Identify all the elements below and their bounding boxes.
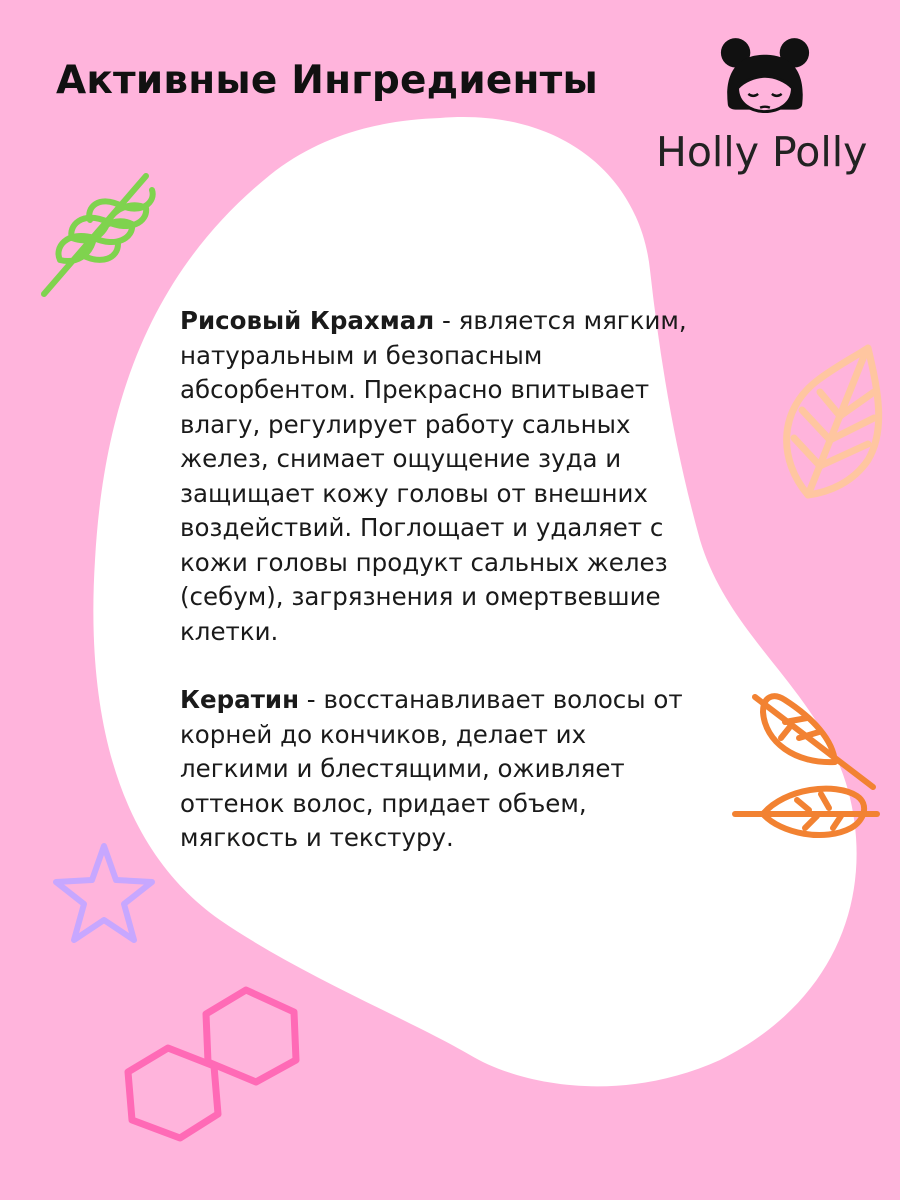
wheat-icon: [36, 168, 161, 303]
ingredient-name: Рисовый Крахмал: [180, 306, 435, 335]
separator: -: [434, 306, 459, 335]
star-icon: [48, 838, 160, 948]
hexagons-icon: [110, 982, 310, 1152]
ingredient-keratin: [180, 683, 690, 856]
leaf-icon: [768, 340, 893, 505]
feathers-icon: [725, 682, 885, 852]
brand-logo: [650, 36, 880, 186]
ingredient-name: Кератин: [180, 685, 300, 714]
ingredient-description: восстанавливает волосы от корней до кончиков, делает их легкими и блестящими, оживляет оттенок волос, придает объем, мягкость и текстуру.: [180, 685, 683, 852]
brand-name: Holly Polly: [656, 128, 868, 176]
ingredient-rice-starch: [180, 304, 690, 649]
ingredient-description: является мягким, натуральным и безопасным абсорбентом. Прекрасно впитывает влагу, регулирует работу сальных желез, снимает ощущение зуда и защищает кожу головы от внешних воздействий. Поглощает и удаляет с кожи головы продукт сальных желез (себум), загрязнения и омертвевшие клетки.: [180, 306, 687, 646]
page-title: Активные Ингредиенты: [56, 58, 598, 103]
separator: -: [299, 685, 324, 714]
ingredients-text: [180, 304, 690, 890]
